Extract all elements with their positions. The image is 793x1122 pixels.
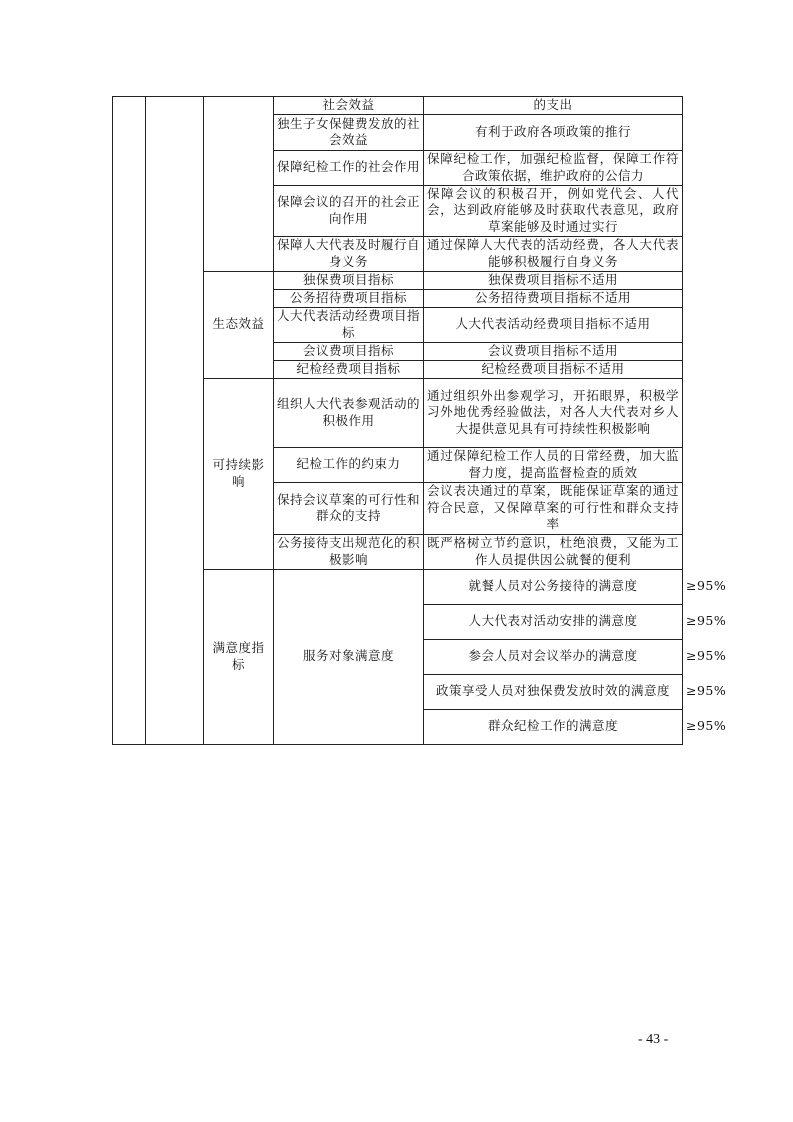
indicator-value: 的支出 bbox=[424, 97, 683, 115]
section-label: 服务对象满意度 bbox=[274, 569, 424, 744]
indicator-value: 既严格树立节约意识，杜绝浪费，又能为工作人员提供因公就餐的便利 bbox=[424, 534, 683, 569]
indicator-name: 保障人大代表及时履行自身义务 bbox=[274, 236, 424, 271]
section-label: 生态效益 bbox=[204, 271, 274, 378]
section-label: 可持续影响 bbox=[204, 378, 274, 569]
indicator-name: 纪检经费项目指标 bbox=[274, 360, 424, 378]
performance-indicator-table: 社会效益 的支出 独生子女保健费发放的社会效益 有利于政府各项政策的推行 保障纪检工作的社会作用 保障纪检工作，加强纪检监督，保障工作符合政策依据，维护政府的公信力 保障会议的召开的社会正向作用 保障会议的积极召开，例如党代会、人代会，达到政府能够及时获取代表意见，政府草案能够及时通过实行 保障人大代表及时履行自身义务 通过保障人大代表的活动经费，各人大代表能够积极履行自身义务 生态效益 独保费项目指标 独保费项目指标不适用 公务招待费项目指标 公务招待费项目指标不适用 人大代表活动经费项目指标 人大代表活动经费项目指标不适用 会议费项目指标 会议费项目指标不适用 纪检经费项目指标 纪检经费项目指标不适用 可持续影响 组织人大代表参观活动的积极作用 通过组织外出参观学习，开拓眼界，积极学习外地优秀经验做法，对各人大代表对乡人大提供意见具有可持续性积极影响 纪检工作的约束力 通过保障纪检工作人员的日常经费，加大监督力度，提高监督检查的质效 保持会议草案的可行性和群众的支持 会议表决通过的草案，既能保证草案的通过符合民意，又保障草案的可行性和群众支持率 公务接待支出规范化的积极影响 既严格树立节约意识，杜绝浪费，又能为工作人员提供因公就餐的便利 满意度指标 服务对象满意度 就餐人员对公务接待的满意度 ≥95% 人大代表对活动安排的满意度 ≥95% 参会人员对会议举办的满意度 ≥95% 政策享受人员对独保费发放时效的满意度 ≥95% 群众纪检工作的满意度 ≥95% bbox=[112, 96, 683, 745]
indicator-name: 社会效益 bbox=[274, 97, 424, 115]
indicator-name: 人大代表对活动安排的满意度 bbox=[424, 604, 683, 639]
section-label bbox=[204, 97, 274, 272]
indicator-value: 会议费项目指标不适用 bbox=[424, 342, 683, 360]
indicator-value: 纪检经费项目指标不适用 bbox=[424, 360, 683, 378]
indicator-name: 独保费项目指标 bbox=[274, 271, 424, 289]
indicator-name: 人大代表活动经费项目指标 bbox=[274, 307, 424, 342]
indicator-value: 独保费项目指标不适用 bbox=[424, 271, 683, 289]
indicator-name: 保障会议的召开的社会正向作用 bbox=[274, 185, 424, 236]
indicator-name: 保持会议草案的可行性和群众的支持 bbox=[274, 482, 424, 534]
indicator-value: 通过保障人大代表的活动经费，各人大代表能够积极履行自身义务 bbox=[424, 236, 683, 271]
indicator-value: 通过组织外出参观学习，开拓眼界，积极学习外地优秀经验做法，对各人大代表对乡人大提供意见具有可持续性积极影响 bbox=[424, 378, 683, 447]
indicator-name: 群众纪检工作的满意度 bbox=[424, 709, 683, 744]
indicator-name: 纪检工作的约束力 bbox=[274, 447, 424, 482]
indicator-value: 公务招待费项目指标不适用 bbox=[424, 289, 683, 307]
satisfaction-label: 满意度指标 bbox=[204, 569, 274, 744]
indicator-name: 就餐人员对公务接待的满意度 bbox=[424, 569, 683, 604]
level2-cell bbox=[146, 97, 204, 745]
indicator-value: 保障会议的积极召开，例如党代会、人代会，达到政府能够及时获取代表意见，政府草案能够及时通过实行 bbox=[424, 185, 683, 236]
indicator-name: 保障纪检工作的社会作用 bbox=[274, 150, 424, 185]
indicator-value: 人大代表活动经费项目指标不适用 bbox=[424, 307, 683, 342]
indicator-value: 通过保障纪检工作人员的日常经费，加大监督力度，提高监督检查的质效 bbox=[424, 447, 683, 482]
indicator-name: 公务招待费项目指标 bbox=[274, 289, 424, 307]
indicator-value: 会议表决通过的草案，既能保证草案的通过符合民意，又保障草案的可行性和群众支持率 bbox=[424, 482, 683, 534]
indicator-value: 有利于政府各项政策的推行 bbox=[424, 114, 683, 150]
indicator-name: 政策享受人员对独保费发放时效的满意度 bbox=[424, 674, 683, 709]
indicator-name: 公务接待支出规范化的积极影响 bbox=[274, 534, 424, 569]
indicator-name: 会议费项目指标 bbox=[274, 342, 424, 360]
indicator-name: 独生子女保健费发放的社会效益 bbox=[274, 114, 424, 150]
indicator-value: 保障纪检工作，加强纪检监督，保障工作符合政策依据，维护政府的公信力 bbox=[424, 150, 683, 185]
level1-cell bbox=[113, 97, 146, 745]
indicator-name: 参会人员对会议举办的满意度 bbox=[424, 639, 683, 674]
page-number: - 43 - bbox=[638, 1032, 669, 1047]
indicator-name: 组织人大代表参观活动的积极作用 bbox=[274, 378, 424, 447]
